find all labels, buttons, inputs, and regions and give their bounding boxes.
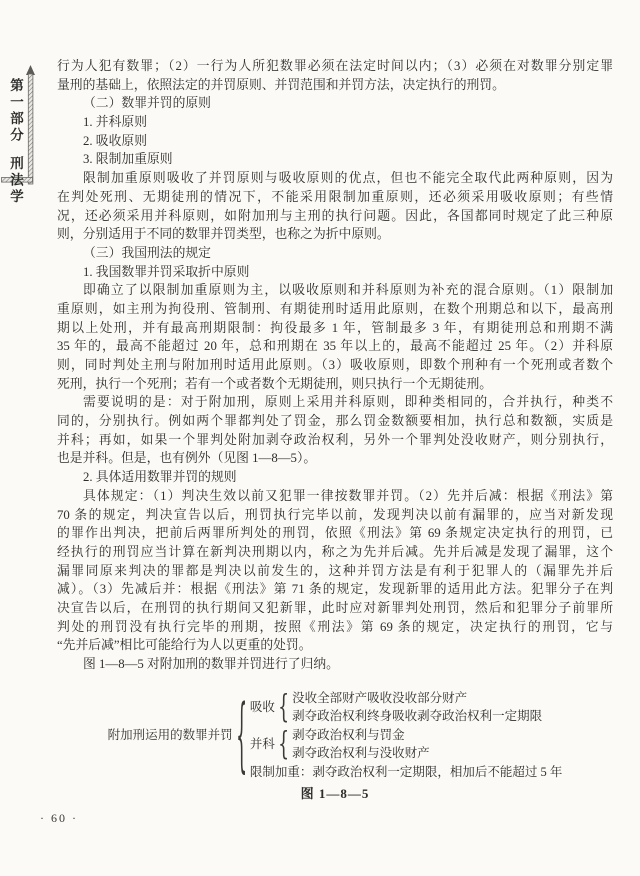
body-text-line: 35 年的，最高不能超过 20 年，总和刑期在 35 年以上的，最高不能超过 25 年。（2）并科原	[57, 339, 613, 354]
body-text-line: 1. 并科原则	[83, 115, 147, 130]
body-text-line: 漏罪同原来判决的罪都是判决以前发生的，这种并罚方法是有利于犯罪人的（漏罪先并后	[57, 563, 613, 578]
body-text-line: 在判处死刑、无期徒刑的情况下，不能采用限制加重原则，还必须采用吸收原则；有些情	[57, 189, 613, 204]
body-text-line: 期以上处刑，并有最高刑期限制：拘役最多 1 年，管制最多 3 年，有期徒刑总和刑期不满	[57, 320, 613, 335]
body-text-line: 也是并科。但是，也有例外（见图 1—8—5）。	[57, 451, 317, 466]
body-text-line: 限制加重原则吸收了并罚原则与吸收原则的优点，但也不能完全取代此两种原则，因为	[83, 171, 613, 186]
body-text-line: 图 1—8—5 对附加刑的数罪并罚进行了归纳。	[83, 657, 339, 671]
figure-root-label: 附加刑运用的数罪并罚	[107, 727, 233, 742]
body-text-line: 减）。（3）先减后并：根据《刑法》第 71 条的规定，发现新罪的适用此方法。犯罪分子在判	[57, 582, 613, 597]
figure-group-label: 并科	[249, 736, 275, 751]
body-text-line: 经执行的刑罚应当计算在新判决刑期以内，称之为先并后减。先并后减是发现了漏罪，这个	[57, 544, 613, 559]
body-text-line: 行为人犯有数罪；（2）一行为人所犯数罪必须在法定时间以内；（3）必须在对数罪分别定罪	[57, 59, 613, 73]
part-marker	[0, 60, 46, 210]
body-text-line: 则，分别适用于不同的数罪并罚类型，也称之为折中原则。	[57, 227, 390, 242]
figure-item: 剥夺政治权利与罚金	[292, 727, 405, 742]
body-text-line: 的罪作出判决，把前后两罪所判处的刑罚，依照《刑法》第 69 条规定决定执行的刑罚，已	[57, 526, 613, 541]
body-text-line: 重原则，如主刑为拘役刑、管制刑、有期徒刑时适用此原则，在数个刑期总和以下，最高刑	[57, 301, 613, 316]
figure-group-label: 限制加重：	[249, 764, 313, 779]
figure-big-brace: {	[235, 688, 247, 782]
body-text-line: 2. 具体适用数罪并罚的规则	[83, 470, 237, 485]
body-text-line: （三）我国刑法的规定	[83, 245, 211, 260]
body-text-line: “先并后减”相比可能给行为人以更重的处罚。	[57, 638, 312, 653]
body-text-line: 量刑的基础上，依照法定的并罚原则、并罚范围和并罚方法，决定执行的刑罚。	[57, 77, 505, 92]
body-text-line: 2. 吸收原则	[83, 133, 147, 148]
sidebar-subject-label: 刑法学	[8, 156, 23, 206]
part-marker-text	[5, 78, 25, 206]
figure-item: 剥夺政治权利与没收财产	[292, 746, 430, 761]
body-text	[57, 57, 613, 802]
body-text-line: 1. 我国数罪并罚采取折中原则	[83, 264, 250, 279]
figure-diagram	[108, 689, 563, 782]
sidebar-part-label: 第一部分	[8, 78, 23, 144]
body-text-line: （二）数罪并罚的原则	[83, 96, 211, 111]
figure-item: 没收全部财产吸收没收部分财产	[292, 690, 468, 705]
figure-group-label: 吸收	[249, 699, 275, 714]
body-text-line: 并科；再如，如果一个罪判处附加剥夺政治权利，另外一个罪判处没收财产，则分别执行，	[57, 432, 613, 447]
figure-small-brace: {	[278, 688, 290, 726]
body-text-line: 3. 限制加重原则	[83, 152, 173, 167]
body-text-line: 死刑，执行一个死刑；若有一个或者数个无期徒刑，则只执行一个无期徒刑。	[57, 376, 493, 391]
body-text-line: 同的，分别执行。例如两个罪都判处了罚金，那么罚金数额要相加，执行总和数额，实质是	[57, 414, 613, 429]
figure-item: 剥夺政治权利一定期限，相加后不能超过 5 年	[312, 764, 563, 779]
body-text-line: 判处的刑罚没有执行完毕的刑期，按照《刑法》第 69 条的规定，决定执行的刑罚，它与	[57, 619, 613, 634]
page-number: · 60 ·	[40, 811, 78, 825]
body-text-line: 70 条的规定，判决宣告以后，刑罚执行完毕以前，发现判决以前有漏罪的，应当对新发现	[57, 507, 613, 522]
body-text-line: 具体规定：（1）判决生效以前又犯罪一律按数罪并罚。（2）先并后减：根据《刑法》第	[83, 488, 613, 503]
body-text-line: 需要说明的是：对于附加刑，原则上采用并科原则，即种类相同的，合并执行，种类不	[83, 395, 613, 410]
figure-group-limited-aggravation	[250, 763, 563, 782]
figure-small-brace: {	[278, 725, 290, 763]
body-text-line: 况，还必须采用并科原则，如附加刑与主刑的执行问题。因此，各国都同时规定了此三种原	[57, 208, 613, 223]
body-text-line: 决宣告以后，在刑罚的执行期间又犯新罪，此时应对新罪判处刑罚，然后和犯罪分子前罪所	[57, 600, 613, 615]
figure-group-absorption	[250, 689, 542, 726]
figure-group-combination	[250, 726, 430, 763]
body-text-lines	[57, 57, 613, 674]
figure-item: 剥夺政治权利终身吸收剥夺政治权利一定期限	[292, 709, 543, 724]
body-text-line: 即确立了以限制加重原则为主，以吸收原则和并科原则为补充的混合原则。（1）限制加	[83, 283, 613, 298]
body-text-line: 则，同时判处主刑与附加刑时适用此原则。（3）吸收原则，即数个刑种有一个死刑或者数个	[57, 358, 613, 372]
figure-1-8-5	[57, 689, 613, 803]
figure-caption: 图 1—8—5	[300, 786, 370, 802]
